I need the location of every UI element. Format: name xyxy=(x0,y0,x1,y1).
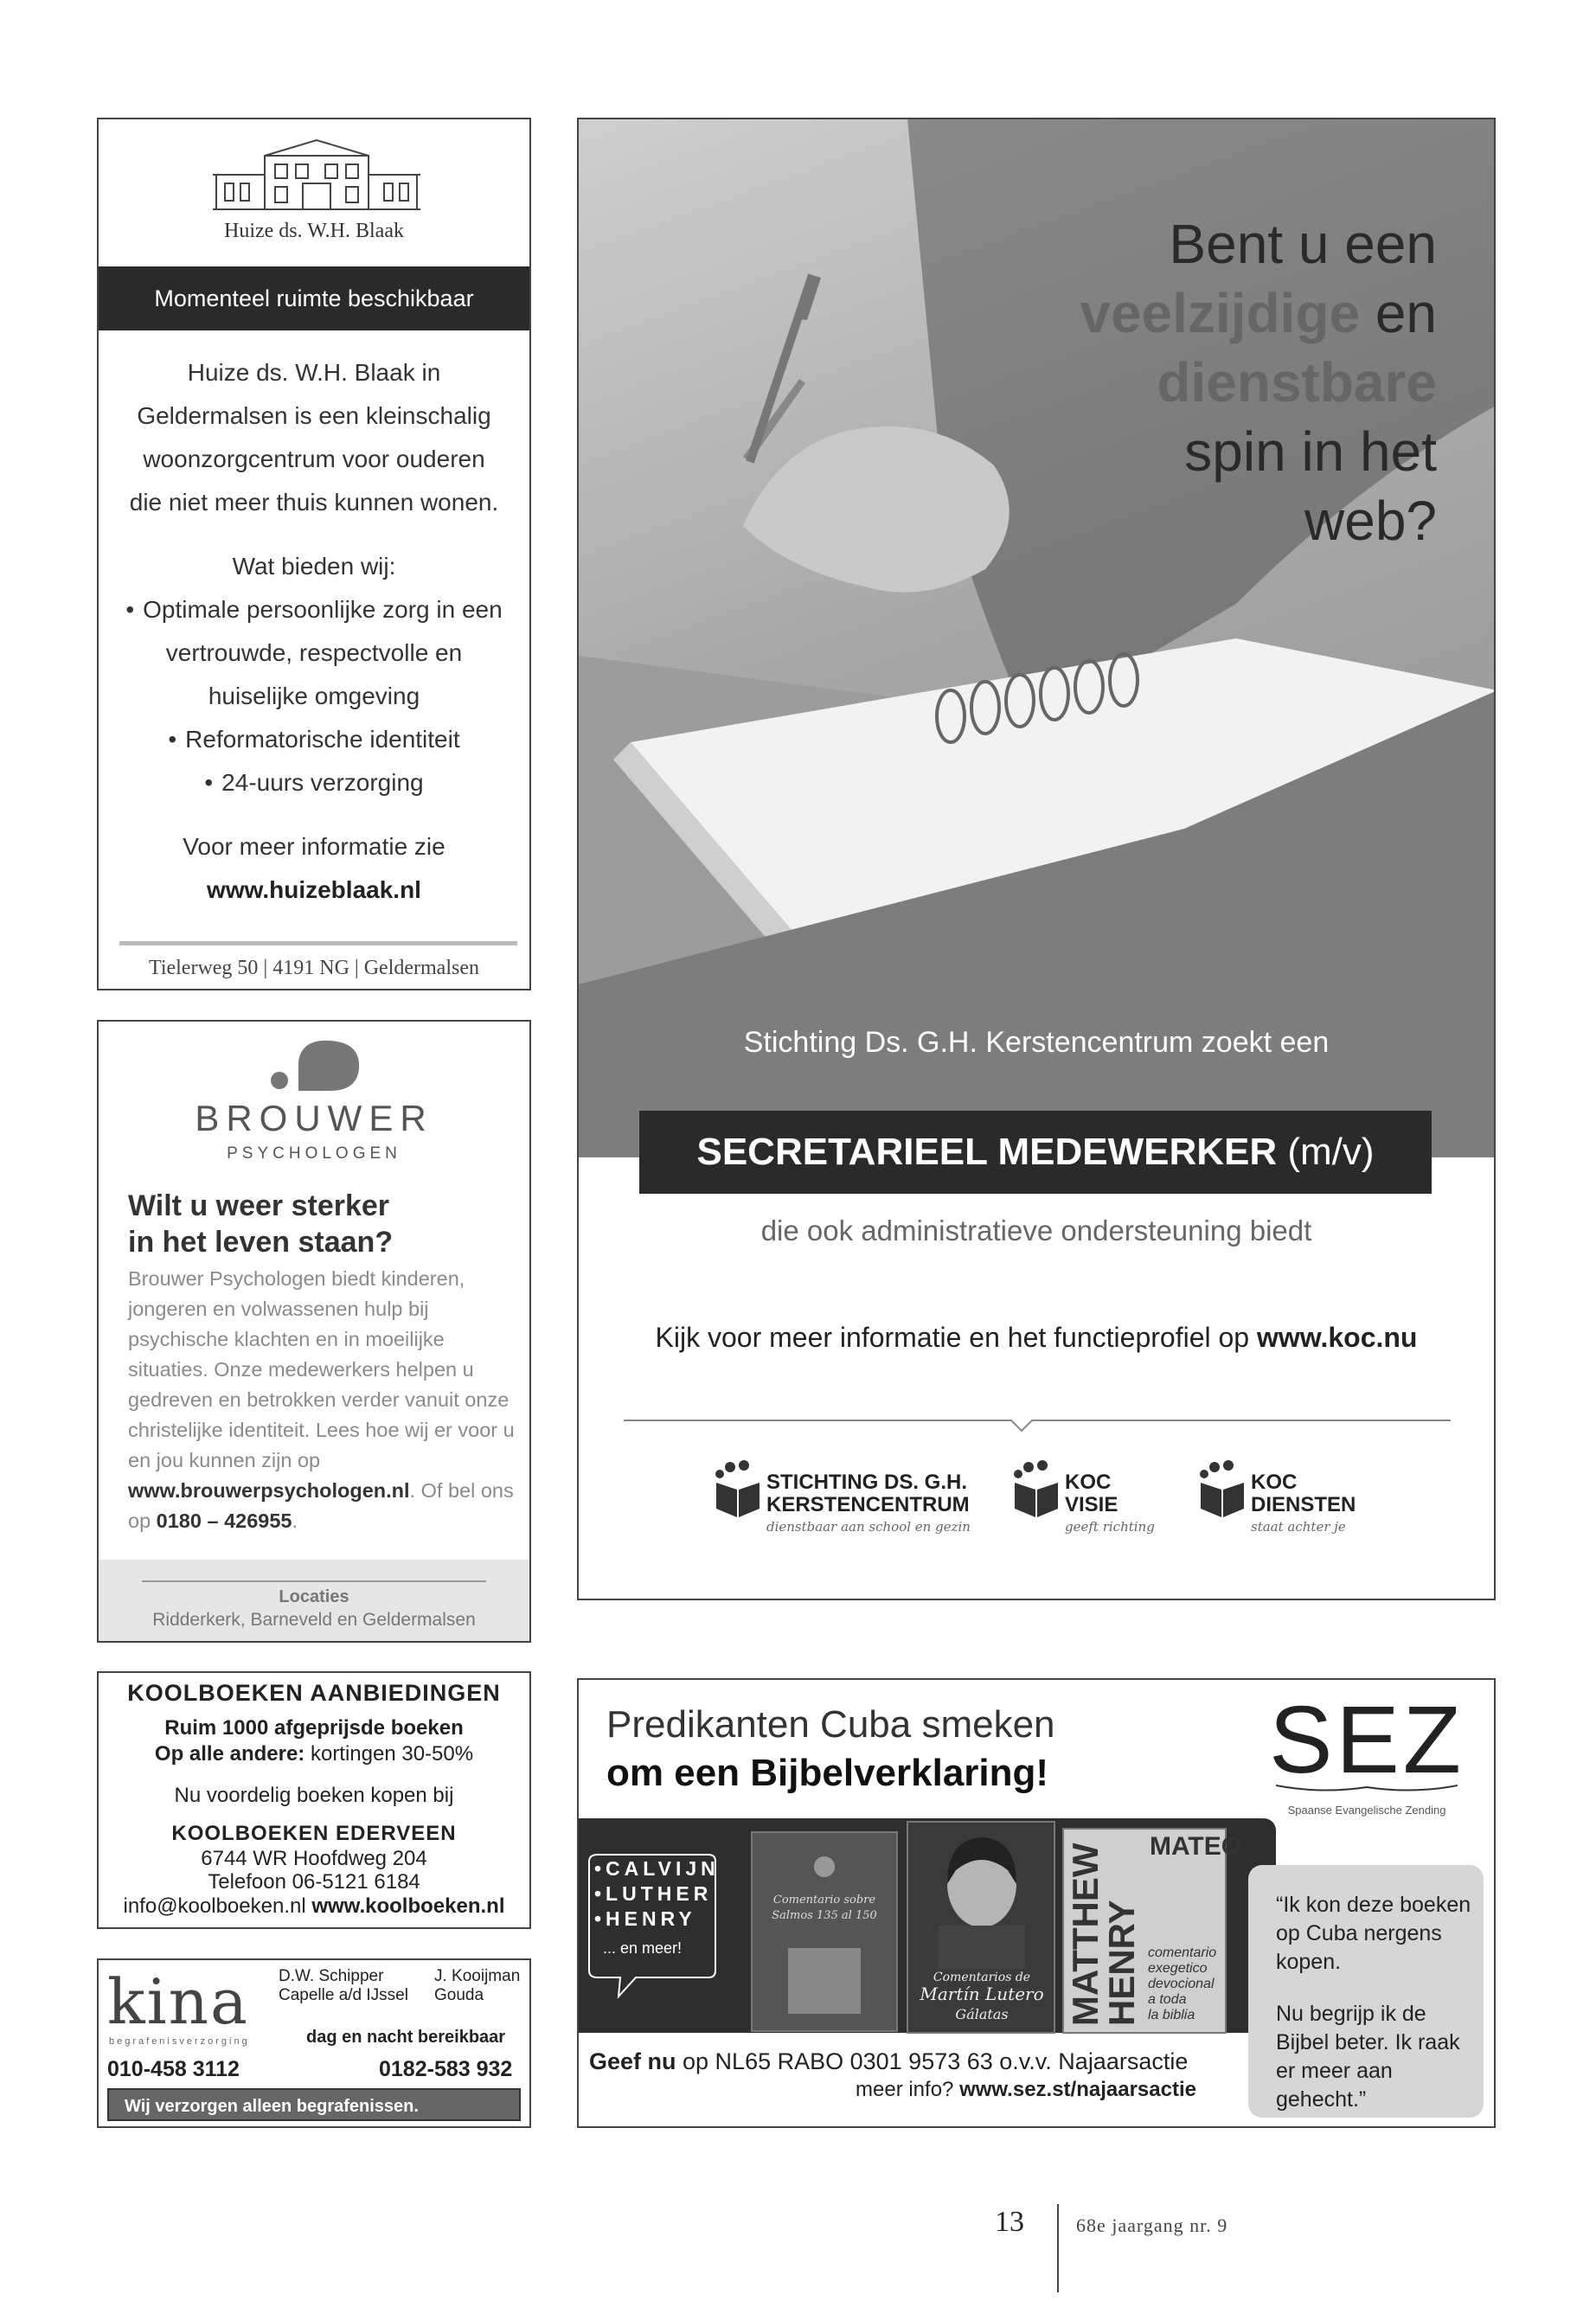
availability-text: dag en nacht bereikbaar xyxy=(306,2028,506,2047)
headline-question: Bent u een veelzijdige en dienstbare spin in het web? xyxy=(1080,213,1437,552)
website-link[interactable]: www.brouwerpsychologen.nl xyxy=(128,1479,410,1502)
website-link[interactable]: www.koolboeken.nl xyxy=(311,1894,505,1918)
service-bar: Wij verzorgen alleen begrafenissen. xyxy=(107,2088,521,2121)
intro-text: Stichting Ds. G.H. Kerstencentrum zoekt een xyxy=(743,1026,1330,1059)
book2-title: Comentarios de xyxy=(933,1971,1031,1984)
contact-left: D.W. Schipper Capelle a/d IJssel xyxy=(279,1967,408,2004)
book3-sub-3: devocional xyxy=(1148,1977,1215,1991)
open-book-icon xyxy=(1276,1784,1458,1796)
offer-item: • Reformatorische identiteit xyxy=(107,718,521,761)
offer-heading: Wat bieden wij: xyxy=(232,553,396,580)
quote-part-2: Nu begrijp ik de Bijbel beter. Ik raak er meer aan gehecht.” xyxy=(1276,2002,1460,2112)
intro-line: Huize ds. W.H. Blaak in xyxy=(187,359,441,386)
intro-line: Geldermalsen is een kleinschalig xyxy=(137,402,491,429)
info-text: Voor meer informatie zie xyxy=(183,833,445,860)
more-info-line: meer info? www.sez.st/najaarsactie xyxy=(856,2078,1196,2101)
book1-subtitle: Salmos 135 al 150 xyxy=(772,1909,877,1922)
book3-author-2: HENRY xyxy=(1101,1900,1142,2026)
intro-line: die niet meer thuis kunnen wonen. xyxy=(129,489,499,516)
logo-subtitle: begrafenisverzorging xyxy=(109,2036,250,2047)
huize-blaak-ad xyxy=(97,118,531,990)
info-line: Kijk voor meer informatie en het functieprofiel op www.koc.nu xyxy=(655,1322,1418,1353)
headline-line: Wilt u weer sterker xyxy=(128,1189,390,1222)
locations-footer xyxy=(99,1560,529,1641)
brouwer-ad xyxy=(97,1020,531,1643)
offer-item-continued: huiselijke omgeving xyxy=(208,683,420,709)
chevron-divider xyxy=(624,1413,1451,1434)
availability-banner: Momenteel ruimte beschikbaar xyxy=(99,266,529,330)
page-number: 13 xyxy=(995,2206,1024,2238)
offer-line: Ruim 1000 afgeprijsde boeken xyxy=(164,1716,464,1740)
offer-item: • 24-uurs verzorging xyxy=(107,761,521,804)
sez-ad xyxy=(577,1678,1496,2128)
issue-info: 68e jaargang nr. 9 xyxy=(1076,2214,1228,2236)
logo-name: Huize ds. W.H. Blaak xyxy=(224,220,404,242)
offer-item: • Optimale persoonlijke zorg in een xyxy=(107,588,521,631)
brand-name: BROUWER xyxy=(195,1098,433,1138)
headline-line: in het leven staan? xyxy=(128,1226,394,1259)
shop-name: KOOLBOEKEN EDERVEEN xyxy=(171,1822,457,1845)
body-text: Brouwer Psychologen biedt kinderen, jongeren en volwassenen hulp bij psychische klachten en in moeilijke situaties. Onze medewerkers helpen u gedreven en betrokken verder vanuit onze christelijke identiteit. Lees hoe wij er voor u en jou kunnen zijn op www.brouwerpsychologen.nl. Of bel ons op 0180 – 426955. xyxy=(128,1267,515,1532)
koc-diensten-logo-icon xyxy=(1197,1460,1246,1517)
organisation-logos: STICHTING DS. G.H. KERSTENCENTRUM dienstbaar aan school en gezin KOC VISIE geeft richting KOC DIENSTEN staat achter je xyxy=(579,1460,1494,1555)
donate-line: Geef nu op NL65 RABO 0301 9573 63 o.v.v. Najaarsactie xyxy=(589,2048,1189,2074)
book3-sub-2: exegetico xyxy=(1148,1961,1208,1976)
offer-item-continued: vertrouwde, respectvolle en xyxy=(165,639,463,666)
footer-divider xyxy=(1057,2204,1059,2292)
sez-logo: SEZ Spaanse Evangelische Zending xyxy=(1269,1687,1465,1817)
shop-address: 6744 WR Hoofdweg 204 xyxy=(201,1847,427,1870)
koc-visie-logo-icon xyxy=(1011,1460,1060,1517)
phone-number: 0180 – 426955 xyxy=(156,1509,292,1532)
kerstencentrum-logo-icon xyxy=(713,1460,761,1517)
intro-line: woonzorgcentrum voor ouderen xyxy=(143,445,485,472)
headline xyxy=(128,1188,509,1260)
discount-line: Op alle andere: kortingen 30-50% xyxy=(154,1742,474,1766)
job-title-banner: SECRETARIEEL MEDEWERKER (m/v) xyxy=(639,1111,1432,1194)
book2-author: Martín Lutero xyxy=(920,1984,1044,2004)
website-link[interactable]: www.huizeblaak.nl xyxy=(207,876,421,903)
phone-right: 0182-583 932 xyxy=(379,2057,513,2081)
shop-phone: Telefoon 06-5121 6184 xyxy=(208,1870,420,1894)
book3-title: MATEO xyxy=(1150,1832,1242,1861)
book-covers xyxy=(734,1818,1253,2036)
author-list: •CALVIJN •LUTHER •HENRY xyxy=(594,1857,720,1930)
house-logo-icon xyxy=(213,137,420,215)
job-subtitle: die ook administratieve ondersteuning biedt xyxy=(760,1215,1312,1247)
koc-vacancy-ad xyxy=(577,118,1496,1600)
divider xyxy=(119,941,517,945)
book1-title: Comentario sobre xyxy=(772,1894,876,1907)
ad-title: Predikanten Cuba smeken om een Bijbelverklaring! xyxy=(606,1703,1055,1794)
book3-sub-1: comentario xyxy=(1148,1945,1217,1960)
call-to-action: Nu voordelig boeken kopen bij xyxy=(174,1784,454,1807)
locations-label: Locaties xyxy=(279,1587,349,1606)
quote-part-1: “Ik kon deze boeken op Cuba nergens kopen. xyxy=(1276,1893,1471,1974)
address-footer: Tielerweg 50 | 4191 NG | Geldermalsen xyxy=(149,957,479,979)
contact-line xyxy=(99,1894,529,1919)
book3-sub-4: a toda xyxy=(1148,1992,1187,2007)
more-text: ... en meer! xyxy=(603,1939,683,1957)
kina-logo: kina xyxy=(107,1965,249,2038)
kina-funeral-ad xyxy=(97,1958,531,2128)
website-link[interactable]: www.sez.st/najaarsactie xyxy=(959,2078,1196,2101)
locations-list: Ridderkerk, Barneveld en Geldermalsen xyxy=(152,1610,476,1630)
koolboeken-ad xyxy=(97,1671,531,1929)
phone-left: 010-458 3112 xyxy=(107,2057,240,2081)
ad-heading: KOOLBOEKEN AANBIEDINGEN xyxy=(127,1680,501,1706)
website-link[interactable]: www.koc.nu xyxy=(1256,1322,1418,1353)
book3-author: MATTHEW xyxy=(1065,1843,1106,2026)
testimonial-quote xyxy=(1248,1865,1484,2118)
brouwer-logo-icon xyxy=(267,1035,371,1096)
book3-sub-5: la biblia xyxy=(1148,2008,1195,2022)
email-link[interactable]: info@koolboeken.nl xyxy=(123,1894,306,1918)
book2-subtitle: Gálatas xyxy=(955,2006,1009,2022)
brand-subtitle: PSYCHOLOGEN xyxy=(227,1144,401,1163)
offer-list xyxy=(107,588,521,804)
contact-right: J. Kooijman Gouda xyxy=(434,1967,521,2004)
